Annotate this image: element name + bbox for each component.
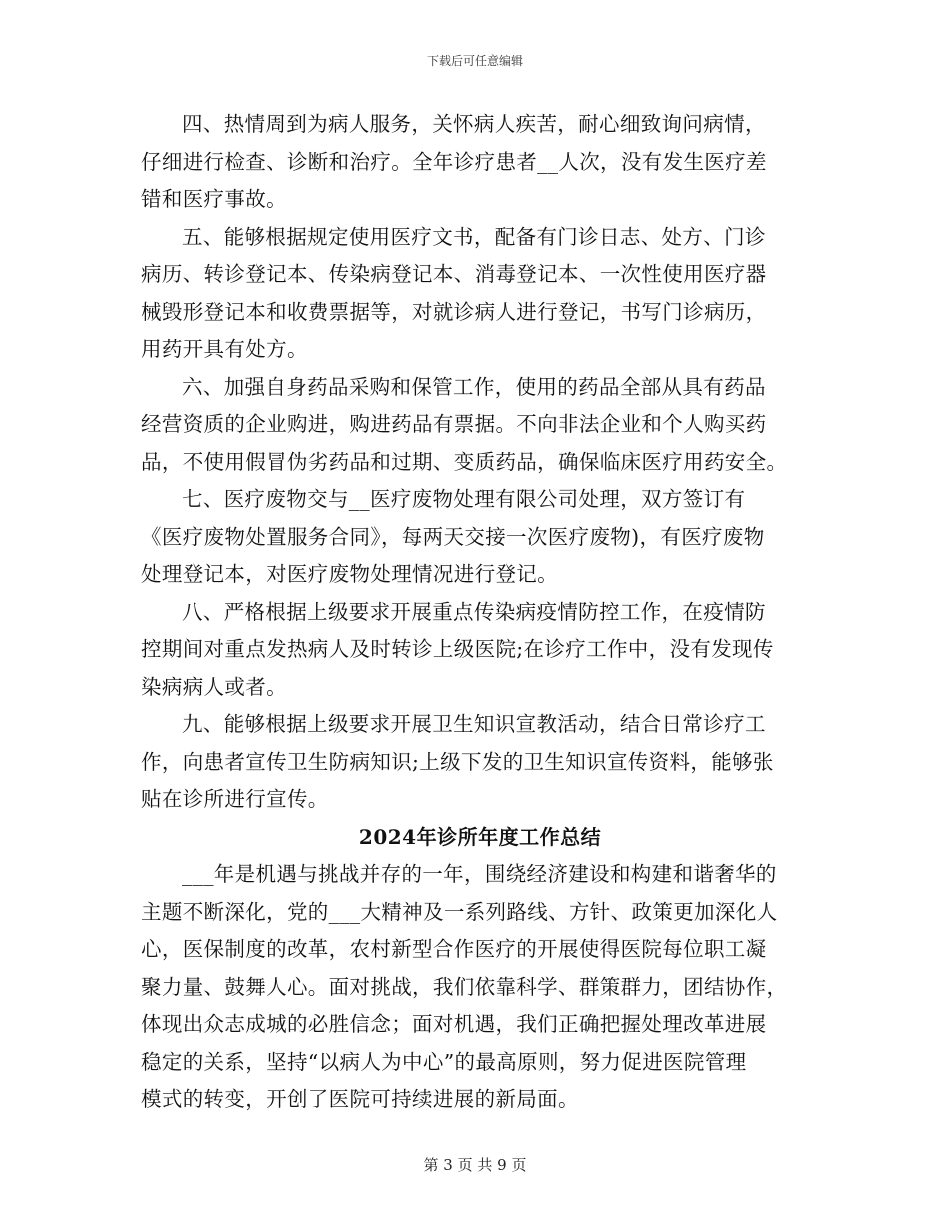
- paragraph-line: 染病病人或者。: [141, 674, 287, 699]
- paragraph-line: 经营资质的企业购进，购进药品有票据。不向非法企业和个人购买药: [141, 412, 767, 436]
- paragraph-line: 主题不断深化，党的___大精神及一系列路线、方针、政策更加深化人: [141, 899, 778, 924]
- paragraph-item-5: [141, 219, 809, 369]
- paragraph-item-8: [141, 594, 809, 707]
- paragraph-item-7: [141, 481, 809, 594]
- paragraph-item-4: [141, 106, 809, 219]
- document-body: [141, 106, 809, 1119]
- paragraph-item-9: [141, 706, 809, 819]
- paragraph-line: 处理登记本，对医疗废物处理情况进行登记。: [141, 562, 558, 586]
- paragraph-line: 贴在诊所进行宣传。: [141, 787, 329, 811]
- page-header: 下载后可任意编辑: [426, 54, 523, 68]
- page-number: 第 3 页 共 9 页: [423, 1156, 527, 1174]
- paragraph-line: 九、能够根据上级要求开展卫生知识宣教活动，结合日常诊疗工: [182, 712, 766, 736]
- paragraph-line: 聚力量、鼓舞人心。面对挑战，我们依靠科学、群策群力，团结协作，: [141, 974, 788, 999]
- section-title: 2024年诊所年度工作总结: [358, 824, 602, 849]
- paragraph-line: 错和医疗事故。: [141, 187, 287, 211]
- paragraph-line: 七、医疗废物交与__医疗废物处理有限公司处理，双方签订有: [182, 487, 746, 511]
- paragraph-line: 六、加强自身药品采购和保管工作，使用的药品全部从具有药品: [182, 374, 766, 399]
- paragraph-line: 模式的转变，开创了医院可持续进展的新局面。: [141, 1087, 579, 1111]
- paragraph-line: 四、热情周到为病人服务，关怀病人疾苦，耐心细致询问病情，: [182, 112, 766, 136]
- paragraph-line: 仔细进行检查、诊断和治疗。全年诊疗患者__人次，没有发生医疗差: [141, 149, 767, 174]
- summary-paragraph: [141, 856, 809, 1119]
- paragraph-line: 五、能够根据规定使用医疗文书，配备有门诊日志、处方、门诊: [182, 224, 766, 249]
- paragraph-line: 《医疗废物处置服务合同》，每两天交接一次医疗废物)，有医疗废物: [141, 524, 765, 549]
- paragraph-line: 八、严格根据上级要求开展重点传染病疫情防控工作，在疫情防: [182, 599, 766, 624]
- paragraph-line: 用药开具有处方。: [141, 337, 308, 361]
- paragraph-line: 心，医保制度的改革，农村新型合作医疗的开展使得医院每位职工凝: [141, 937, 767, 961]
- paragraph-line: 体现出众志成城的必胜信念；面对机遇，我们正确把握处理改革进展: [141, 1012, 767, 1036]
- paragraph-line: 作，向患者宣传卫生防病知识;上级下发的卫生知识宣传资料，能够张: [141, 749, 774, 774]
- paragraph-line: 病历、转诊登记本、传染病登记本、消毒登记本、一次性使用医疗器: [141, 262, 767, 286]
- paragraph-line: 械毁形登记本和收费票据等，对就诊病人进行登记，书写门诊病历，: [141, 299, 767, 324]
- paragraph-line: 品，不使用假冒伪劣药品和过期、变质药品，确保临床医疗用药安全。: [141, 449, 788, 474]
- paragraph-line: 控期间对重点发热病人及时转诊上级医院;在诊疗工作中，没有发现传: [141, 637, 774, 661]
- paragraph-line: 稳定的关系，坚持“以病人为中心”的最高原则，努力促进医院管理: [141, 1049, 747, 1074]
- paragraph-line: ___年是机遇与挑战并存的一年，围绕经济建设和构建和谐奢华的: [182, 862, 777, 886]
- paragraph-item-6: [141, 369, 809, 482]
